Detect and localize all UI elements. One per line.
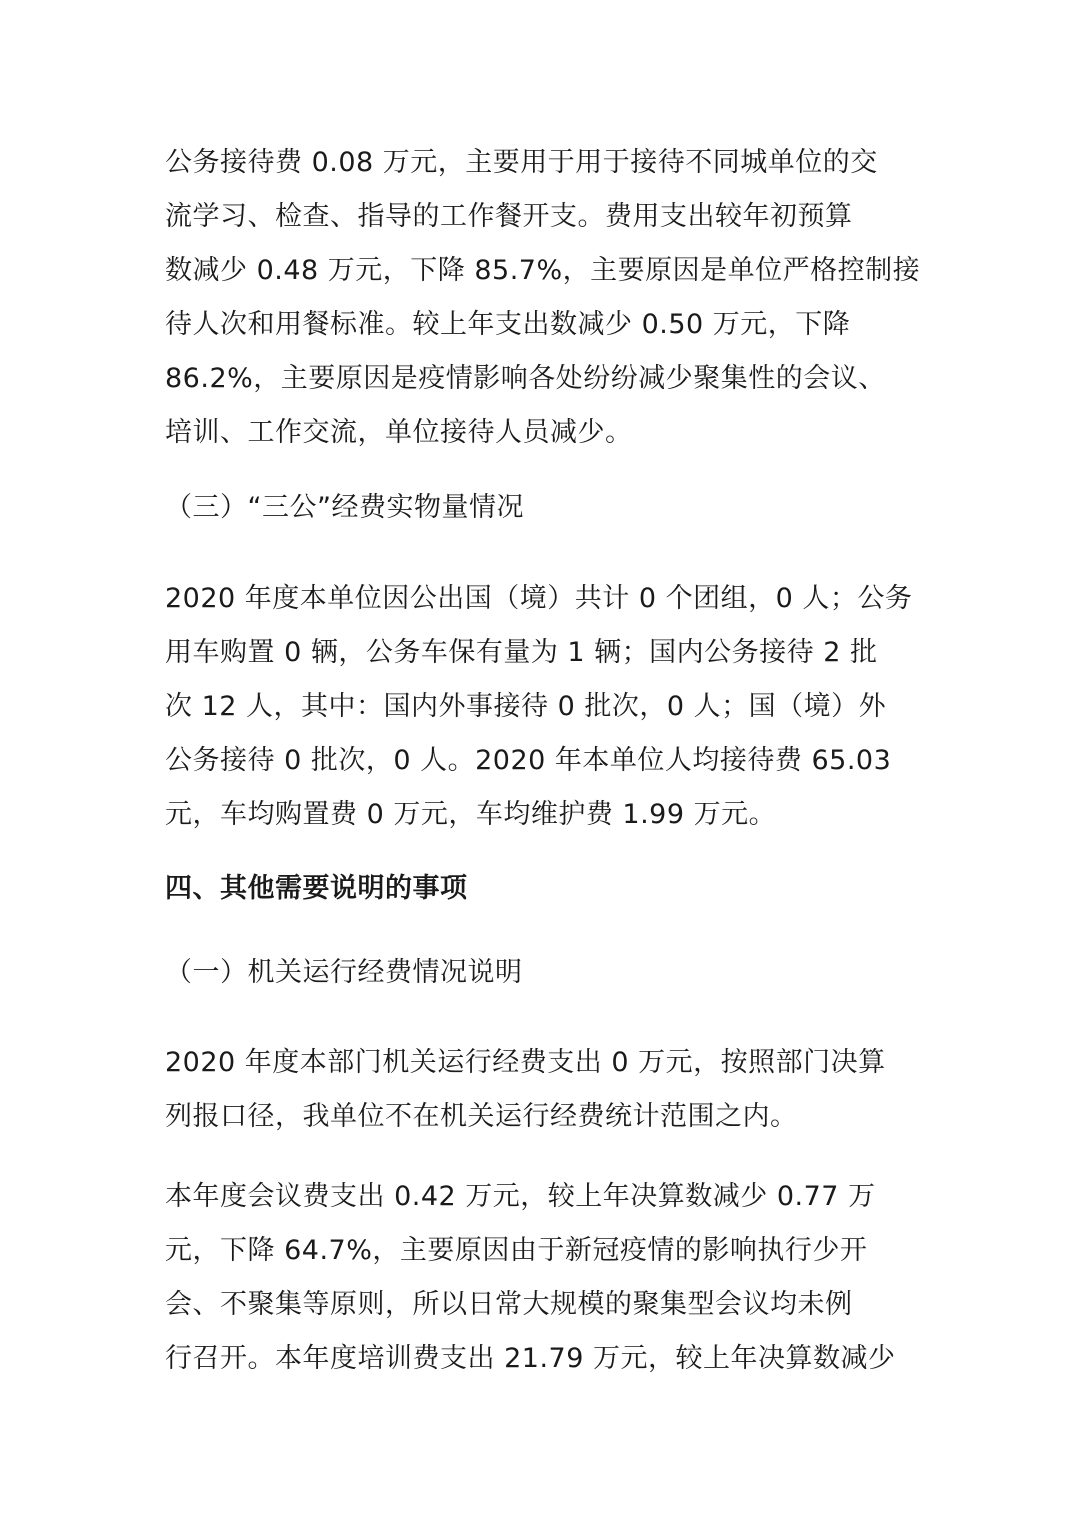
- text-line: 公务接待 0 批次，0 人。2020 年本单位人均接待费 65.03: [165, 745, 892, 776]
- subheading-text: （一）机关运行经费情况说明: [165, 957, 523, 988]
- subheading-operating-expenses: [165, 946, 915, 1000]
- text-line: 元，下降 64.7%，主要原因由于新冠疫情的影响执行少开: [165, 1235, 868, 1266]
- text-line: 数减少 0.48 万元，下降 85.7%，主要原因是单位严格控制接: [165, 255, 921, 286]
- text-line: 本年度会议费支出 0.42 万元，较上年决算数减少 0.77 万: [165, 1181, 876, 1212]
- text-line: 2020 年度本单位因公出国（境）共计 0 个团组，0 人；公务: [165, 583, 913, 614]
- text-line: 会、不聚集等原则，所以日常大规模的聚集型会议均未例: [165, 1289, 853, 1320]
- text-line: 公务接待费 0.08 万元，主要用于用于接待不同城单位的交: [165, 147, 878, 178]
- paragraph-quantity-details: [165, 572, 915, 842]
- text-line: 用车购置 0 辆，公务车保有量为 1 辆；国内公务接待 2 批: [165, 637, 878, 668]
- text-line: 流学习、检查、指导的工作餐开支。费用支出较年初预算: [165, 201, 853, 232]
- text-line: 2020 年度本部门机关运行经费支出 0 万元，按照部门决算: [165, 1047, 886, 1078]
- text-line: 次 12 人，其中：国内外事接待 0 批次，0 人；国（境）外: [165, 691, 887, 722]
- paragraph-reception-fee: [165, 136, 921, 460]
- text-line: 86.2%，主要原因是疫情影响各处纷纷减少聚集性的会议、: [165, 363, 886, 394]
- text-line: 行召开。本年度培训费支出 21.79 万元，较上年决算数减少: [165, 1343, 896, 1374]
- text-line: 元，车均购置费 0 万元，车均维护费 1.99 万元。: [165, 799, 777, 830]
- section-heading-other-matters: [165, 862, 915, 916]
- section-heading-text: 四、其他需要说明的事项: [165, 873, 468, 904]
- paragraph-meeting-training-fees: [165, 1170, 915, 1386]
- paragraph-operating-expenses: [165, 1036, 915, 1144]
- text-line: 待人次和用餐标准。较上年支出数减少 0.50 万元，下降: [165, 309, 851, 340]
- subheading-text: （三）“三公”经费实物量情况: [165, 492, 524, 523]
- text-line: 培训、工作交流，单位接待人员减少。: [165, 417, 633, 448]
- subheading-three-public-quantity: [165, 481, 915, 535]
- text-line: 列报口径，我单位不在机关运行经费统计范围之内。: [165, 1101, 798, 1132]
